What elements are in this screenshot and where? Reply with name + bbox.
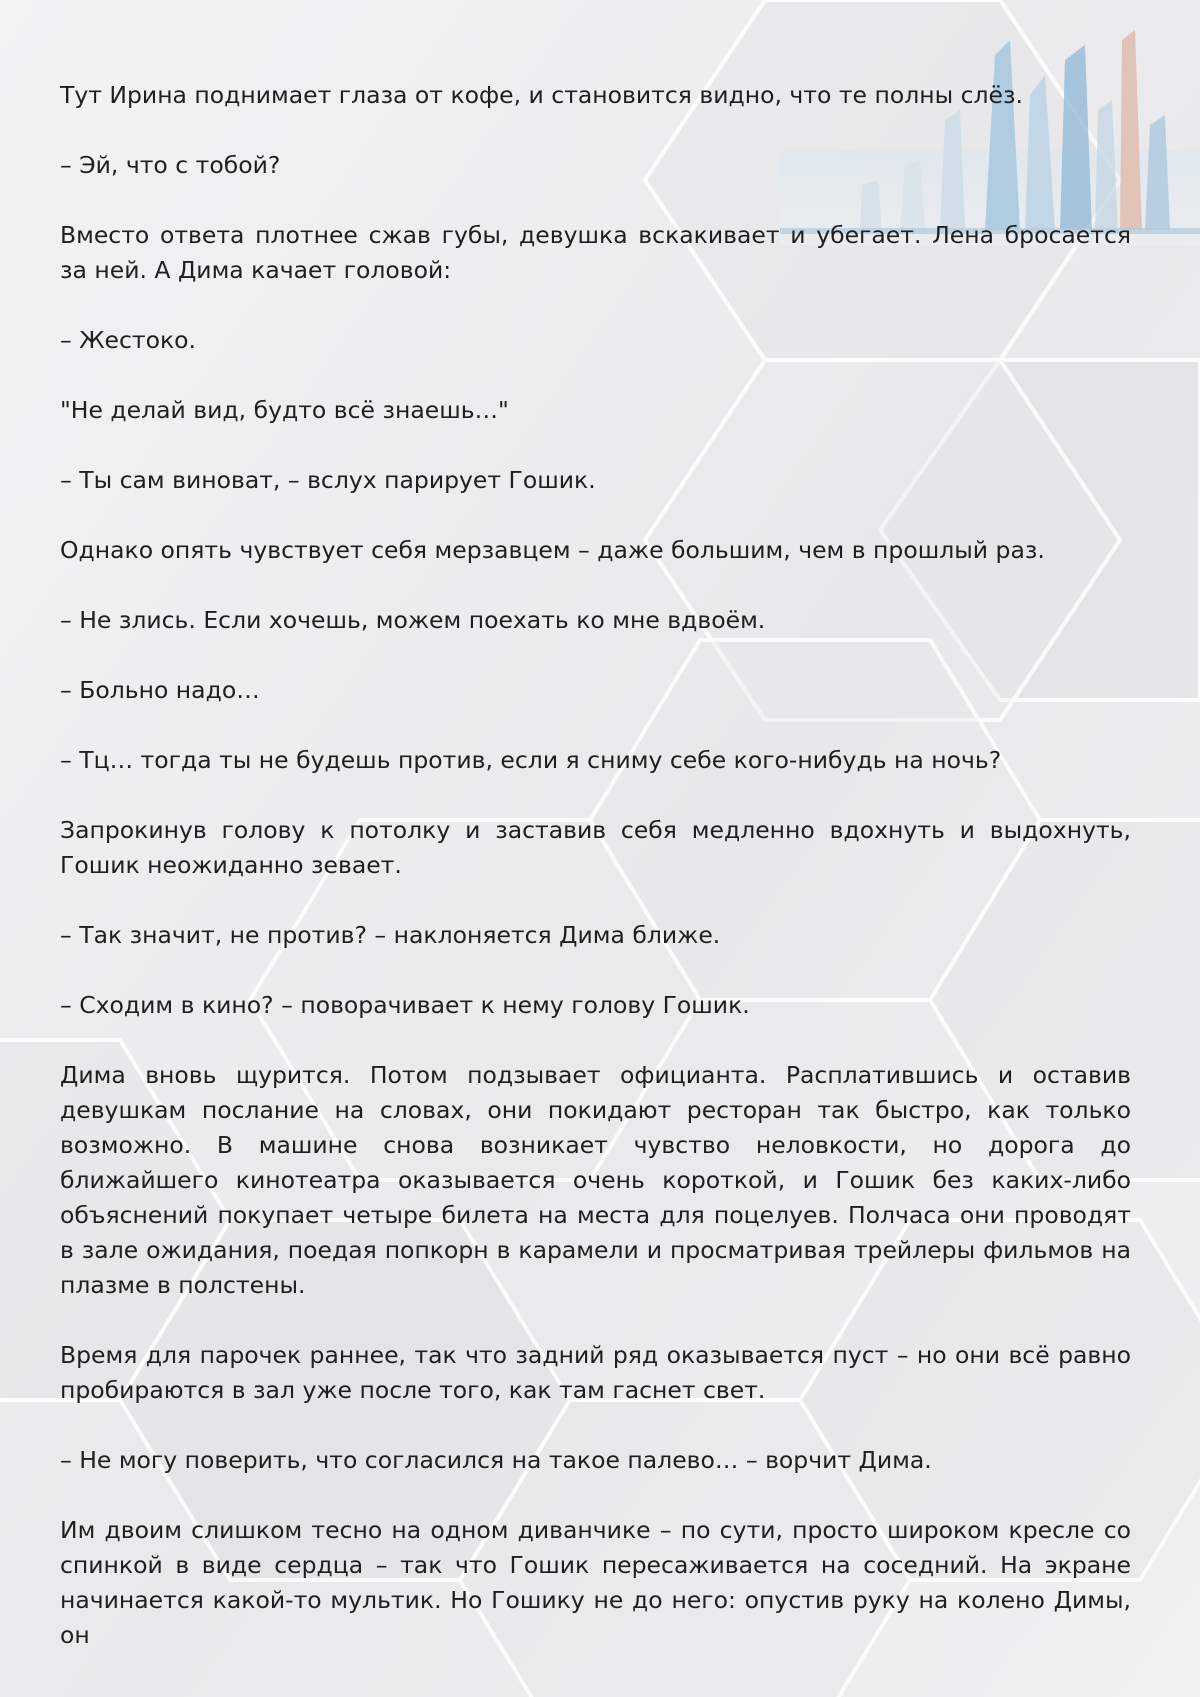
paragraph: Вместо ответа плотнее сжав губы, девушка вскакивает и убегает. Лена бросается за ней. А Дима качает головой: (60, 221, 1131, 284)
paragraph: – Тц… тогда ты не будешь против, если я сниму себе кого-нибудь на ночь? (60, 746, 1002, 774)
paragraph: – Ты сам виноват, – вслух парирует Гошик. (60, 466, 596, 494)
paragraph: – Сходим в кино? – поворачивает к нему голову Гошик. (60, 991, 750, 1019)
paragraph: – Не злись. Если хочешь, можем поехать ко мне вдвоём. (60, 606, 766, 634)
paragraph: – Так значит, не против? – наклоняется Дима ближе. (60, 921, 721, 949)
paragraph: Запрокинув голову к потолку и заставив себя медленно вдохнуть и выдохнуть, Гошик неожиданно зевает. (60, 816, 1131, 879)
paragraph: "Не делай вид, будто всё знаешь…" (60, 396, 509, 424)
paragraph: – Эй, что с тобой? (60, 151, 281, 179)
paragraph: Время для парочек раннее, так что задний ряд оказывается пуст – но они всё равно пробираются в зал уже после того, как там гаснет свет. (60, 1341, 1131, 1404)
paragraph: Однако опять чувствует себя мерзавцем – даже большим, чем в прошлый раз. (60, 536, 1045, 564)
paragraph: – Жестоко. (60, 326, 197, 354)
paragraph: – Не могу поверить, что согласился на такое палево… – ворчит Дима. (60, 1446, 932, 1474)
paragraph: Дима вновь щурится. Потом подзывает официанта. Расплатившись и оставив девушкам послание на словах, они покидают ресторан так быстро, как только возможно. В машине снова возникает чувство неловкости, но дорога до ближайшего кинотеатра оказывается очень короткой, и Гошик без каких-либо объяснений покупает четыре билета на места для поцелуев. Полчаса они проводят в зале ожидания, поедая попкорн в карамели и просматривая трейлеры фильмов на плазме в полстены. (60, 1061, 1131, 1299)
paragraph: Тут Ирина поднимает глаза от кофе, и становится видно, что те полны слёз. (60, 81, 1023, 109)
paragraph: Им двоим слишком тесно на одном диванчике – по сути, просто широком кресле со спинкой в виде сердца – так что Гошик пересаживается на соседний. На экране начинается какой-то мультик. Но Гошику не до него: опустив руку на колено Димы, он (60, 1516, 1131, 1649)
paragraph: – Больно надо… (60, 676, 260, 704)
text-column (60, 78, 1131, 1688)
